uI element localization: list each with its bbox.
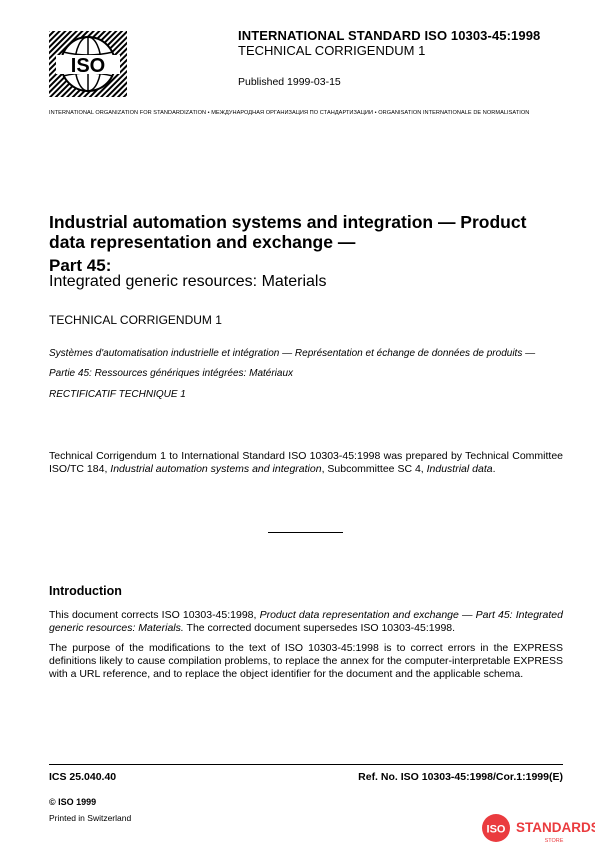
introduction-heading: Introduction: [49, 584, 122, 598]
divider: [268, 532, 343, 533]
reference-number: Ref. No. ISO 10303-45:1998/Cor.1:1999(E): [358, 771, 563, 783]
part-number: Part 45:: [49, 256, 112, 275]
document-title: Industrial automation systems and integration — Product data representation and exchange —: [49, 212, 527, 252]
preparation-paragraph: Technical Corrigendum 1 to International Standard ISO 10303-45:1998 was prepared by Technical Committee ISO/TC 184, Industrial automation systems and integration, Subcommittee SC 4, Industrial data.: [49, 450, 563, 475]
organization-names: INTERNATIONAL ORGANIZATION FOR STANDARDIZATION • МЕЖДУНАРОДНАЯ ОРГАНИЗАЦИЯ ПО СТАНДАРТИЗАЦИИ • ORGANISATION INTERNATIONALE DE NORMALISATION: [49, 110, 530, 116]
copyright: © ISO 1999: [49, 797, 97, 807]
introduction-paragraph-2: The purpose of the modifications to the text of ISO 10303-45:1998 is to correct errors in the EXPRESS definitions likely to cause compilation problems, to replace the annex for the computer-interpretable EXPRESS with a URL reference, and to replace the object identifier for the document and the applicable schema.: [49, 642, 563, 680]
footer-rule: [49, 764, 563, 765]
iso-logo: [48, 30, 128, 98]
printed-location: Printed in Switzerland: [49, 813, 132, 823]
french-part: Partie 45: Ressources génériques intégrées: Matériaux: [49, 368, 294, 379]
corrigendum-label: TECHNICAL CORRIGENDUM 1: [238, 43, 426, 58]
standard-number: INTERNATIONAL STANDARD ISO 10303-45:1998: [238, 28, 541, 43]
french-tc: RECTIFICATIF TECHNIQUE 1: [49, 389, 186, 400]
ics-code: ICS 25.040.40: [49, 771, 117, 783]
iso-standards-store-logo: [480, 812, 595, 846]
svg-text:STORE: STORE: [544, 838, 564, 844]
svg-text:STANDARDS: STANDARDS: [516, 820, 595, 835]
part-description: Integrated generic resources: Materials: [49, 273, 327, 290]
store-logo-icon: [480, 812, 595, 846]
svg-text:ISO: ISO: [70, 55, 106, 77]
svg-text:ISO: ISO: [486, 823, 506, 836]
iso-globe-logo-icon: [48, 30, 128, 98]
french-title: Systèmes d'automatisation industrielle et intégration — Représentation et échange de données de produits —: [49, 348, 536, 359]
introduction-paragraph-1: This document corrects ISO 10303-45:1998, Product data representation and exchange — Part 45: Integrated generic resources: Materials. The corrected document supersedes ISO 10303-45:1998.: [49, 609, 563, 634]
tc-label: TECHNICAL CORRIGENDUM 1: [49, 313, 222, 327]
published-date: Published 1999-03-15: [238, 76, 341, 88]
